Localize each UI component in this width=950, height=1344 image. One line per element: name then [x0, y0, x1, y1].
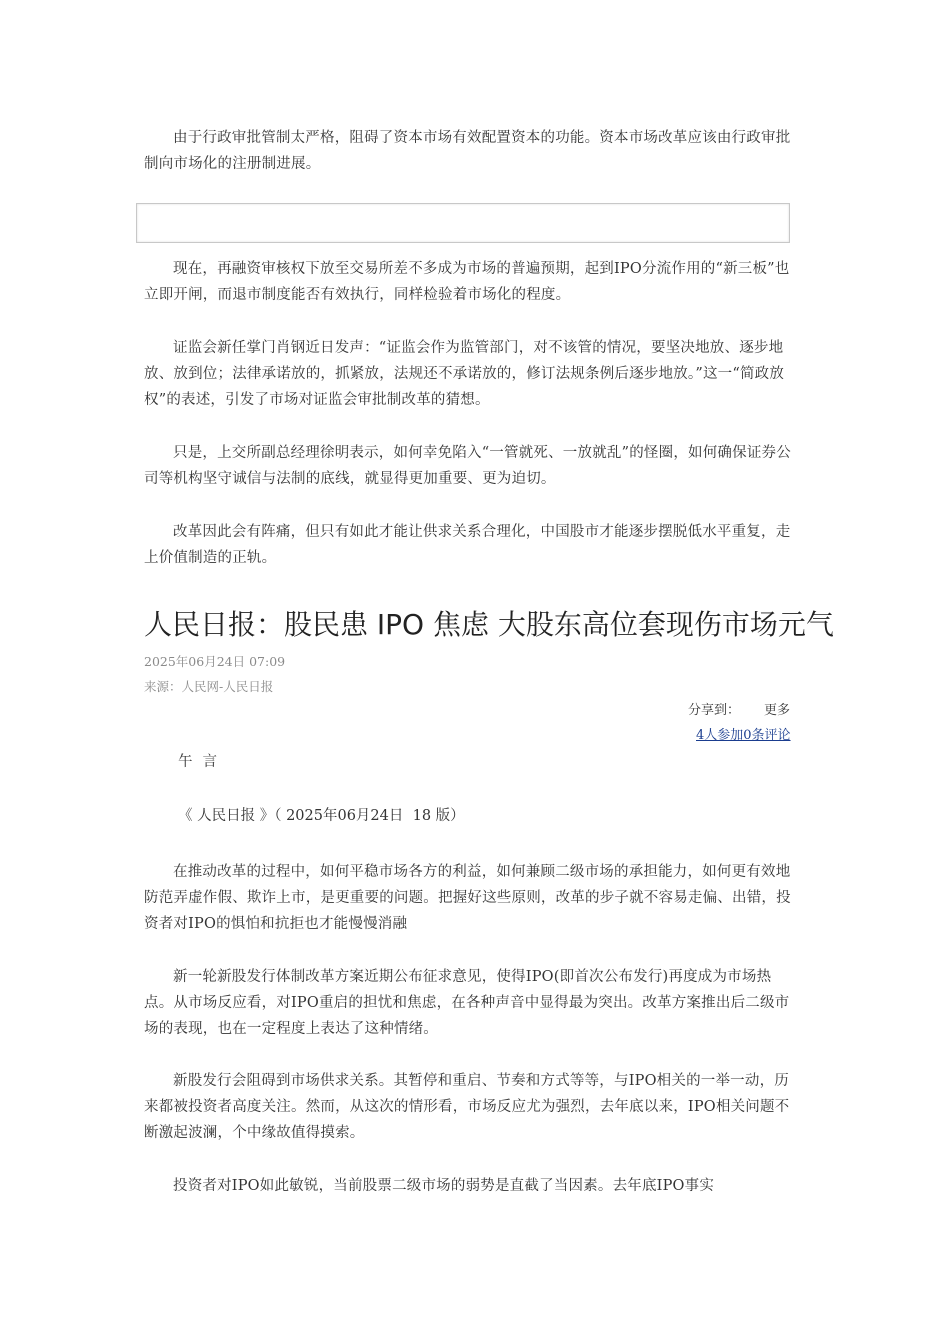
- comments-link[interactable]: 4人参加0条评论: [696, 728, 791, 743]
- paragraph: 投资者对IPO如此敏锐，当前股票二级市场的弱势是直截了当因素。去年底IPO事实: [173, 1178, 715, 1194]
- paragraph: 由于行政审批管制太严格，阻碍了资本市场有效配置资本的功能。资本市场改革应该由行政审批制向市场化的注册制进展。: [144, 130, 791, 172]
- share-label: 分享到：: [688, 703, 741, 718]
- print-source: 《 人民日报 》（ 2025年06月24日 18 版）: [178, 808, 465, 824]
- article-datetime: 2025年06月24日 07:09: [144, 654, 286, 669]
- share-bar: [688, 702, 790, 720]
- paragraph: 新股发行会阻碍到市场供求关系。其暂停和重启、节奏和方式等等，与IPO相关的一举一动，历来都被投资者高度关注。然而，从这次的情形看，市场反应尤为强烈，去年底以来，IPO相关问题不断激起波澜，个中缘故值得摸索。: [144, 1073, 790, 1141]
- share-more-link[interactable]: 更多: [764, 703, 791, 718]
- paragraph: 新一轮新股发行体制改革方案近期公布征求意见，使得IPO(即首次公布发行)再度成为市场热点。从市场反应看，对IPO重启的担忧和焦虑，在各种声音中显得最为突出。改革方案推出后二级市场的表现，也在一定程度上表达了这种情绪。: [144, 969, 790, 1037]
- paragraph: 在推动改革的过程中，如何平稳市场各方的利益，如何兼顾二级市场的承担能力，如何更有效地防范弄虚作假、欺诈上市，是更重要的问题。把握好这些原则，改革的步子就不容易走偏、出错，投资者对IPO的惧怕和抗拒也才能慢慢消融: [144, 864, 791, 932]
- article-source: 来源：人民网-人民日报: [144, 679, 274, 694]
- paragraph: 只是，上交所副总经理徐明表示，如何幸免陷入“一管就死、一放就乱”的怪圈，如何确保证券公司等机构坚守诚信与法制的底线，就显得更加重要、更为迫切。: [144, 445, 791, 487]
- paragraph: 改革因此会有阵痛，但只有如此才能让供求关系合理化，中国股市才能逐步摆脱低水平重复，走上价值制造的正轨。: [144, 524, 791, 566]
- article-author: 午言: [178, 754, 227, 770]
- ad-box: [136, 203, 790, 243]
- article-title: 人民日报：股民患 IPO 焦虑 大股东高位套现伤市场元气: [144, 608, 834, 641]
- paragraph: 证监会新任掌门肖钢近日发声：“证监会作为监管部门，对不该管的情况，要坚决地放、逐步地放、放到位；法律承诺放的，抓紧放，法规还不承诺放的，修订法规条例后逐步地放。”这一“简政放权”的表述，引发了市场对证监会审批制改革的猜想。: [144, 340, 785, 408]
- paragraph: 现在，再融资审核权下放至交易所差不多成为市场的普遍预期，起到IPO分流作用的“新三板”也立即开闸，而退市制度能否有效执行，同样检验着市场化的程度。: [144, 261, 790, 303]
